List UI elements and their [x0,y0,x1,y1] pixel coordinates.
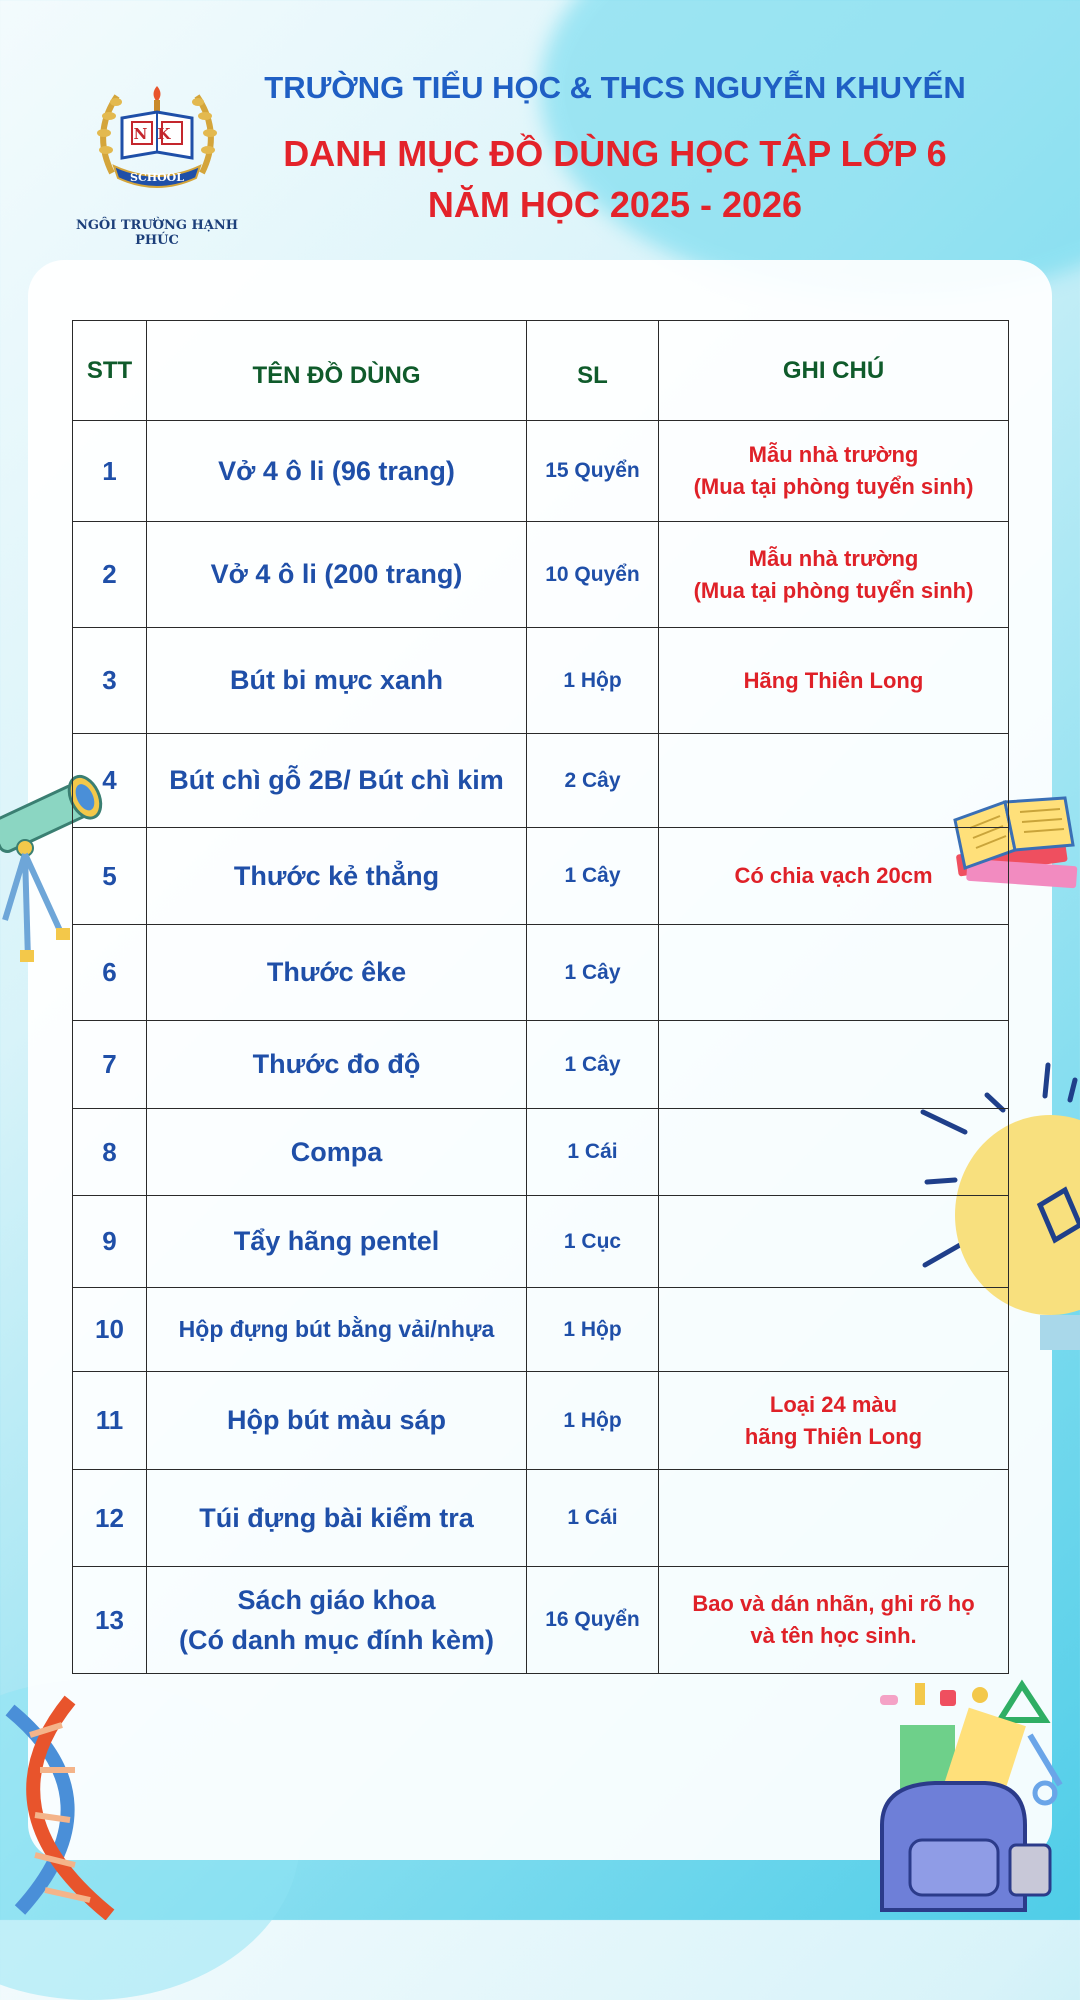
table-row [73,1196,1009,1288]
item-name-line: (Có danh mục đính kèm) [178,1625,494,1655]
table-row [73,1109,1009,1196]
row-number: 6 [73,925,147,1021]
item-note [659,628,1009,734]
item-name [147,628,527,734]
item-name [147,1021,527,1109]
item-name-line: Túi đựng bài kiểm tra [199,1502,474,1533]
item-note [659,1288,1009,1372]
item-note [659,1470,1009,1567]
item-note [659,1196,1009,1288]
item-name [147,1109,527,1196]
logo-caption: NGÔI TRƯỜNG HẠNH PHÚC [75,218,239,248]
row-number: 9 [73,1196,147,1288]
item-note [659,522,1009,628]
table-row [73,828,1009,925]
item-name [147,925,527,1021]
item-note-line: Loại 24 màu [769,1391,898,1417]
item-name-line: Hộp đựng bút bằng vải/nhựa [178,1316,495,1343]
item-quantity: 10 Quyển [527,522,659,628]
item-quantity: 1 Cây [527,1021,659,1109]
item-name-line: Hộp bút màu sáp [226,1405,446,1436]
dna-icon [0,1690,245,1920]
table-row [73,628,1009,734]
school-logo [92,78,222,198]
supply-list-table [72,320,1009,1674]
item-note-line: Mẫu nhà trường [748,442,919,468]
item-note-line: Bao và dán nhãn, ghi rõ họ [692,1591,975,1617]
item-quantity: 1 Cây [527,828,659,925]
item-name [147,734,527,828]
item-name-line: Thước đo độ [252,1049,421,1080]
item-name-line: Compa [290,1136,383,1167]
item-quantity: 1 Cái [527,1109,659,1196]
row-number: 11 [73,1372,147,1470]
item-note-line: hãng Thiên Long [744,1423,923,1449]
row-number: 1 [73,421,147,522]
item-note-line: (Mua tại phòng tuyển sinh) [693,577,974,603]
item-note [659,1567,1009,1674]
item-name [147,1470,527,1567]
page-title: DANH MỤC ĐỒ DÙNG HỌC TẬP LỚP 6 [283,133,947,174]
item-quantity: 1 Cục [527,1196,659,1288]
item-name-line: Bút chì gỗ 2B/ Bút chì kim [169,765,504,796]
item-quantity: 1 Cái [527,1470,659,1567]
item-name-line: Tẩy hãng pentel [233,1226,440,1257]
item-note [659,734,1009,828]
item-note-line: Mẫu nhà trường [748,545,919,571]
item-quantity: 1 Cây [527,925,659,1021]
item-quantity: 1 Hộp [527,1372,659,1470]
item-note [659,1109,1009,1196]
item-name-line: Thước kẻ thẳng [233,860,440,891]
item-name [147,421,527,522]
backpack-icon [860,1675,1070,1920]
table-row [73,925,1009,1021]
item-quantity: 1 Hộp [527,1288,659,1372]
item-note [659,925,1009,1021]
table-row [73,1021,1009,1109]
school-name: TRƯỜNG TIỂU HỌC & THCS NGUYỄN KHUYẾN [264,70,966,105]
item-name [147,1567,527,1674]
item-name-line: Thước êke [266,957,407,988]
row-number: 10 [73,1288,147,1372]
item-name [147,522,527,628]
header-note: GHI CHÚ [659,321,1009,421]
item-quantity: 1 Hộp [527,628,659,734]
item-name-line: Vở 4 ô li (96 trang) [218,455,455,486]
table-header-row [73,321,1009,421]
item-name-line: Sách giáo khoa [237,1584,436,1615]
svg-text:NK: NK [133,125,181,143]
header-qty: SL [527,321,659,421]
item-quantity: 16 Quyển [527,1567,659,1674]
item-note-line: Hãng Thiên Long [743,667,924,693]
row-number: 3 [73,628,147,734]
table-row [73,1470,1009,1567]
item-name [147,1288,527,1372]
item-name [147,828,527,925]
item-name [147,1196,527,1288]
table-row [73,1567,1009,1674]
row-number: 8 [73,1109,147,1196]
table-body [73,421,1009,1674]
row-number: 4 [73,734,147,828]
row-number: 12 [73,1470,147,1567]
item-note [659,1021,1009,1109]
school-year: NĂM HỌC 2025 - 2026 [427,184,803,225]
row-number: 13 [73,1567,147,1674]
item-note-line: Có chia vạch 20cm [734,863,933,889]
table-row [73,1372,1009,1470]
item-name [147,1372,527,1470]
header-stt: STT [73,321,147,421]
item-note [659,421,1009,522]
table-row [73,421,1009,522]
item-name-line: Bút bi mực xanh [229,665,444,696]
header-name: TÊN ĐỒ DÙNG [147,321,527,421]
row-number: 2 [73,522,147,628]
row-number: 5 [73,828,147,925]
table-row [73,1288,1009,1372]
item-quantity: 15 Quyển [527,421,659,522]
item-name-line: Vở 4 ô li (200 trang) [210,559,463,590]
table-row [73,734,1009,828]
table-row [73,522,1009,628]
item-note [659,1372,1009,1470]
item-note-line: (Mua tại phòng tuyển sinh) [693,474,974,499]
svg-text:SCHOOL: SCHOOL [130,171,184,184]
item-quantity: 2 Cây [527,734,659,828]
row-number: 7 [73,1021,147,1109]
item-note-line: và tên học sinh. [750,1623,917,1648]
item-note [659,828,1009,925]
